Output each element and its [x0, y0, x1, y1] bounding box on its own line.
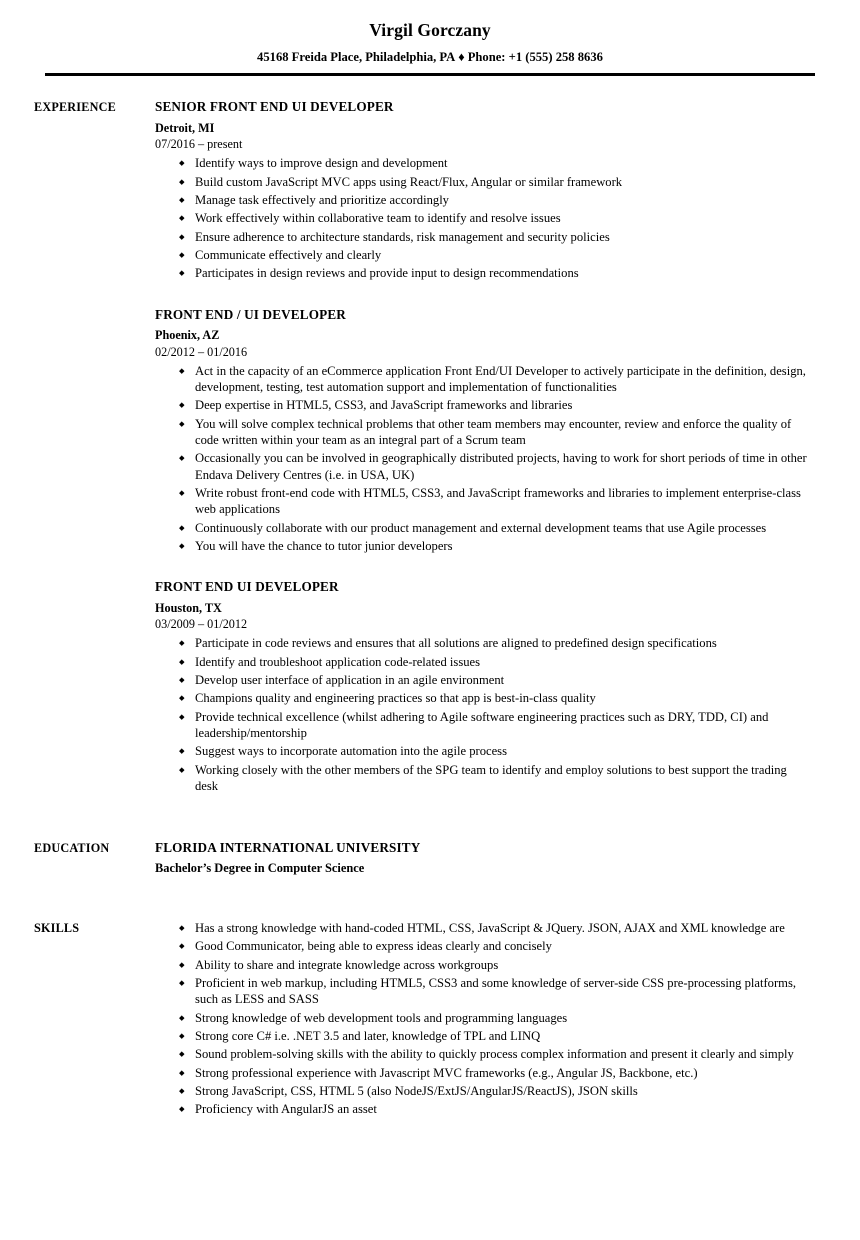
job-location: Detroit, MI — [155, 120, 215, 135]
list-item: ◆ Write robust front-end code with HTML5, CSS3, and JavaScript frameworks and libraries to implement enterprise-class web applications — [179, 485, 807, 518]
job-title: SENIOR FRONT END UI DEVELOPER — [155, 99, 394, 115]
job-dates: 07/2016 – present — [155, 137, 243, 152]
skills-entries — [155, 920, 807, 1118]
list-item: ◆ Deep expertise in HTML5, CSS3, and JavaScript frameworks and libraries — [179, 397, 807, 413]
job-dates: 03/2009 – 01/2012 — [155, 617, 248, 632]
section-label-education: EDUCATION — [34, 840, 110, 855]
list-item: ◆ Participate in code reviews and ensures that all solutions are aligned to predefined design specifications — [179, 635, 807, 651]
list-item: ◆ Build custom JavaScript MVC apps using React/Flux, Angular or similar framework — [179, 174, 807, 190]
list-item: ◆ You will have the chance to tutor junior developers — [179, 538, 807, 554]
list-item: ◆ Working closely with the other members of the SPG team to identify and employ solutions to best support the trading desk — [179, 762, 807, 795]
job-title: FRONT END / UI DEVELOPER — [155, 306, 346, 322]
experience-entry — [155, 99, 807, 281]
section-label-experience: EXPERIENCE — [34, 100, 116, 115]
list-item: ◆ Occasionally you can be involved in geographically distributed projects, having to work for short periods of time in other Endava Delivery Centres (i.e. in USA, UK) — [179, 450, 807, 483]
list-item: ◆ Strong professional experience with Javascript MVC frameworks (e.g., Angular JS, Backbone, etc.) — [179, 1065, 807, 1081]
list-item: ◆ Has a strong knowledge with hand-coded HTML, CSS, JavaScript & JQuery. JSON, AJAX and XML knowledge are — [179, 920, 807, 936]
list-item: ◆ Strong core C# i.e. .NET 3.5 and later, knowledge of TPL and LINQ — [179, 1028, 807, 1044]
experience-entry — [155, 579, 807, 794]
list-item: ◆ Ensure adherence to architecture standards, risk management and security policies — [179, 229, 807, 245]
education-entries — [155, 840, 807, 877]
candidate-name: Virgil Gorczany — [369, 20, 491, 40]
experience-entries — [155, 99, 807, 794]
skills-section — [0, 920, 860, 1118]
list-item: ◆ Champions quality and engineering practices so that app is best-in-class quality — [179, 690, 807, 706]
list-item: ◆ Proficient in web markup, including HTML5, CSS3 and some knowledge of server-side CSS pre-processing platforms, such as LESS and SASS — [179, 975, 807, 1008]
list-item: ◆ Good Communicator, being able to express ideas clearly and concisely — [179, 938, 807, 954]
list-item: ◆ Strong knowledge of web development tools and programming languages — [179, 1010, 807, 1026]
job-responsibilities — [155, 363, 807, 555]
list-item: ◆ Develop user interface of application in an agile environment — [179, 672, 807, 688]
list-item: ◆ Identify ways to improve design and development — [179, 155, 807, 171]
list-item: ◆ Act in the capacity of an eCommerce application Front End/UI Developer to actively participate in the definition, design, development, testing, test automation support and implementation of functionalities — [179, 363, 807, 396]
job-location: Houston, TX — [155, 600, 222, 615]
list-item: ◆ Strong JavaScript, CSS, HTML 5 (also NodeJS/ExtJS/AngularJS/ReactJS), JSON skills — [179, 1083, 807, 1099]
job-location: Phoenix, AZ — [155, 328, 220, 343]
list-item: ◆ Identify and troubleshoot application code-related issues — [179, 654, 807, 670]
list-item: ◆ Provide technical excellence (whilst adhering to Agile software engineering practices such as DRY, TDD, CI) and leadership/mentorship — [179, 709, 807, 742]
candidate-phone: Phone: +1 (555) 258 8636 — [467, 50, 603, 65]
diamond-separator-icon: ♦ — [458, 50, 465, 65]
contact-line — [0, 50, 860, 65]
candidate-address: 45168 Freida Place, Philadelphia, PA — [257, 50, 456, 65]
list-item: ◆ Sound problem-solving skills with the ability to quickly process complex information and present it clearly and simply — [179, 1046, 807, 1062]
job-responsibilities — [155, 155, 807, 282]
experience-entry — [155, 307, 807, 555]
education-entry — [155, 840, 807, 877]
header-divider — [45, 73, 815, 76]
list-item: ◆ Participates in design reviews and provide input to design recommendations — [179, 265, 807, 281]
education-degree: Bachelor’s Degree in Computer Science — [155, 861, 365, 876]
resume-header — [0, 0, 860, 76]
list-item: ◆ Work effectively within collaborative team to identify and resolve issues — [179, 210, 807, 226]
job-responsibilities — [155, 635, 807, 794]
skills-list — [155, 920, 807, 1118]
list-item: ◆ Communicate effectively and clearly — [179, 247, 807, 263]
list-item: ◆ Proficiency with AngularJS an asset — [179, 1101, 807, 1117]
education-school: FLORIDA INTERNATIONAL UNIVERSITY — [155, 839, 421, 855]
section-label-skills: SKILLS — [34, 920, 80, 935]
list-item: ◆ You will solve complex technical problems that other team members may encounter, review and enforce the quality of code written within your team as an integral part of a Scrum team — [179, 416, 807, 449]
list-item: ◆ Ability to share and integrate knowledge across workgroups — [179, 957, 807, 973]
job-title: FRONT END UI DEVELOPER — [155, 579, 339, 595]
education-section — [0, 840, 860, 877]
list-item: ◆ Continuously collaborate with our product management and external development teams that use Agile processes — [179, 520, 807, 536]
list-item: ◆ Manage task effectively and prioritize accordingly — [179, 192, 807, 208]
job-dates: 02/2012 – 01/2016 — [155, 344, 248, 359]
list-item: ◆ Suggest ways to incorporate automation into the agile process — [179, 743, 807, 759]
experience-section — [0, 99, 860, 794]
